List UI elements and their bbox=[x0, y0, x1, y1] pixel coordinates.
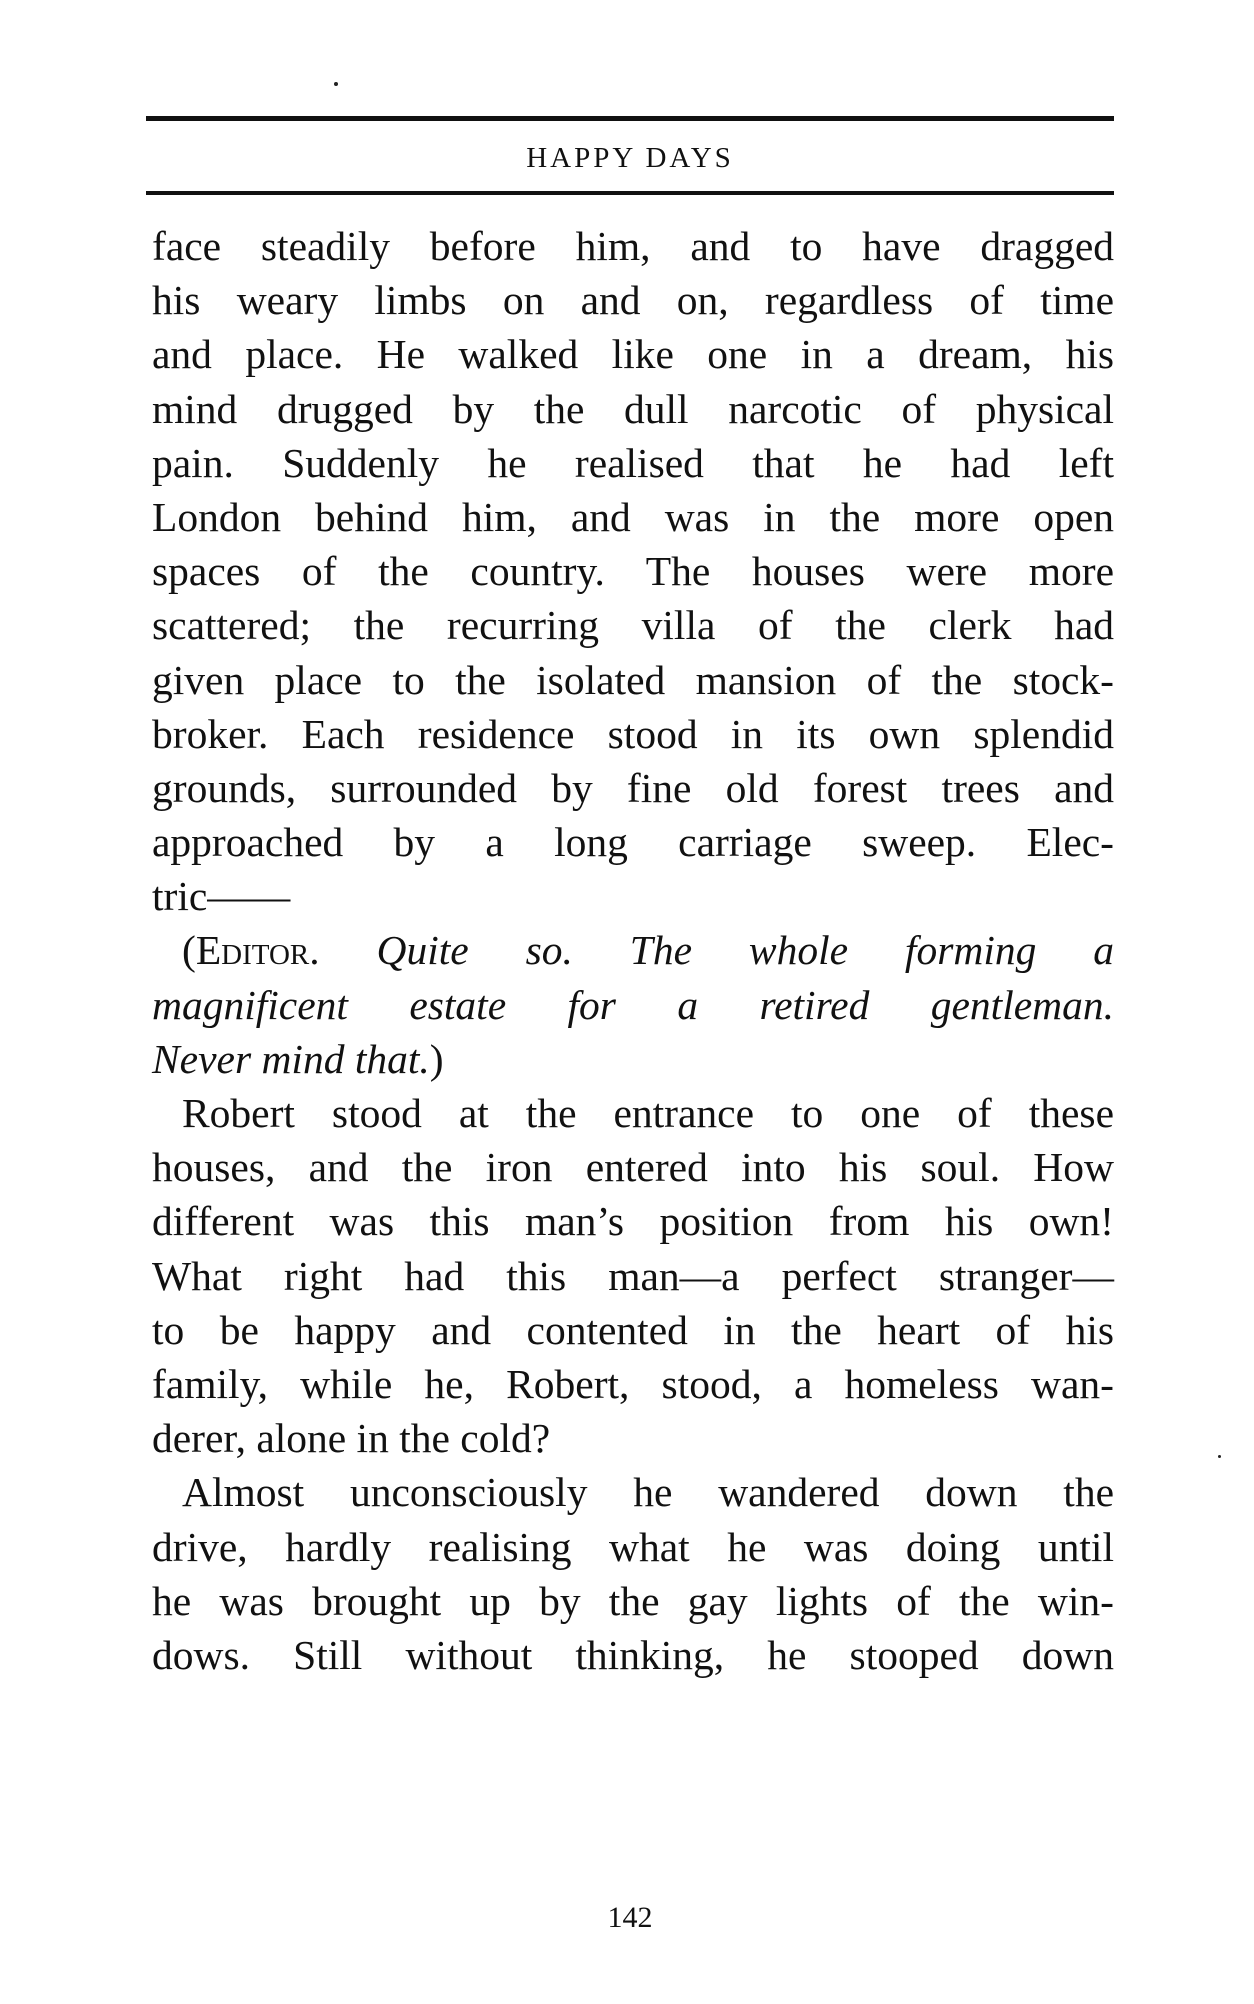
text-line: grounds, surrounded by fine old forest trees and bbox=[152, 764, 1114, 811]
editor-note bbox=[152, 923, 1114, 1086]
text-line: approached by a long carriage sweep. Elec- bbox=[152, 819, 1114, 866]
print-speck bbox=[1218, 1455, 1221, 1458]
text-line: different was this man’s position from his own! bbox=[152, 1198, 1114, 1245]
close-paren: ) bbox=[429, 1035, 444, 1082]
text-line: scattered; the recurring villa of the clerk had bbox=[152, 602, 1114, 649]
text-line: magnificent estate for a retired gentleman. bbox=[152, 981, 1114, 1028]
text-line: tric—— bbox=[152, 873, 291, 920]
open-paren: ( bbox=[182, 927, 196, 974]
print-speck bbox=[334, 82, 338, 86]
text-line: What right had this man—a perfect stranger— bbox=[152, 1252, 1114, 1299]
paragraph-1 bbox=[152, 219, 1114, 923]
text-line: he was brought up by the gay lights of the win- bbox=[152, 1577, 1114, 1624]
text-line: face steadily before him, and to have dragged bbox=[152, 223, 1114, 269]
text-line: houses, and the iron entered into his soul. How bbox=[152, 1144, 1114, 1191]
text-line: his weary limbs on and on, regardless of time bbox=[152, 277, 1114, 324]
editor-speaker: Editor. bbox=[195, 927, 320, 974]
text-line: Robert stood at the entrance to one of these bbox=[182, 1090, 1114, 1136]
paragraph-2 bbox=[152, 1086, 1114, 1465]
text-line: broker. Each residence stood in its own splendid bbox=[152, 710, 1114, 757]
text-line: given place to the isolated mansion of the stock- bbox=[152, 656, 1114, 703]
text-line: spaces of the country. The houses were more bbox=[152, 548, 1114, 595]
text-line bbox=[152, 1032, 1114, 1086]
text-line: mind drugged by the dull narcotic of physical bbox=[152, 385, 1114, 432]
header-rule-bottom bbox=[146, 191, 1114, 195]
text-line: dows. Still without thinking, he stooped down bbox=[152, 1631, 1114, 1678]
text-line: drive, hardly realising what he was doing until bbox=[152, 1523, 1114, 1570]
text-line: London behind him, and was in the more open bbox=[152, 493, 1114, 540]
text-line: to be happy and contented in the heart of his bbox=[152, 1306, 1114, 1353]
text-line: derer, alone in the cold? bbox=[152, 1415, 551, 1462]
text-line: family, while he, Robert, stood, a homeless wan- bbox=[152, 1360, 1114, 1407]
page-number: 142 bbox=[607, 1901, 653, 1934]
paragraph-3 bbox=[152, 1465, 1114, 1682]
text-line: Almost unconsciously he wandered down the bbox=[182, 1469, 1114, 1516]
text-line: and place. He walked like one in a dream, his bbox=[152, 331, 1114, 378]
header-rule-top bbox=[146, 116, 1114, 121]
running-title: HAPPY DAYS bbox=[526, 142, 734, 174]
editor-note-text: Quite so. The whole forming a bbox=[319, 927, 1114, 974]
editor-note-text: Never mind that. bbox=[152, 1035, 430, 1082]
text-line: pain. Suddenly he realised that he had left bbox=[152, 439, 1114, 486]
page-body bbox=[152, 219, 1114, 1682]
text-line bbox=[152, 923, 1114, 977]
